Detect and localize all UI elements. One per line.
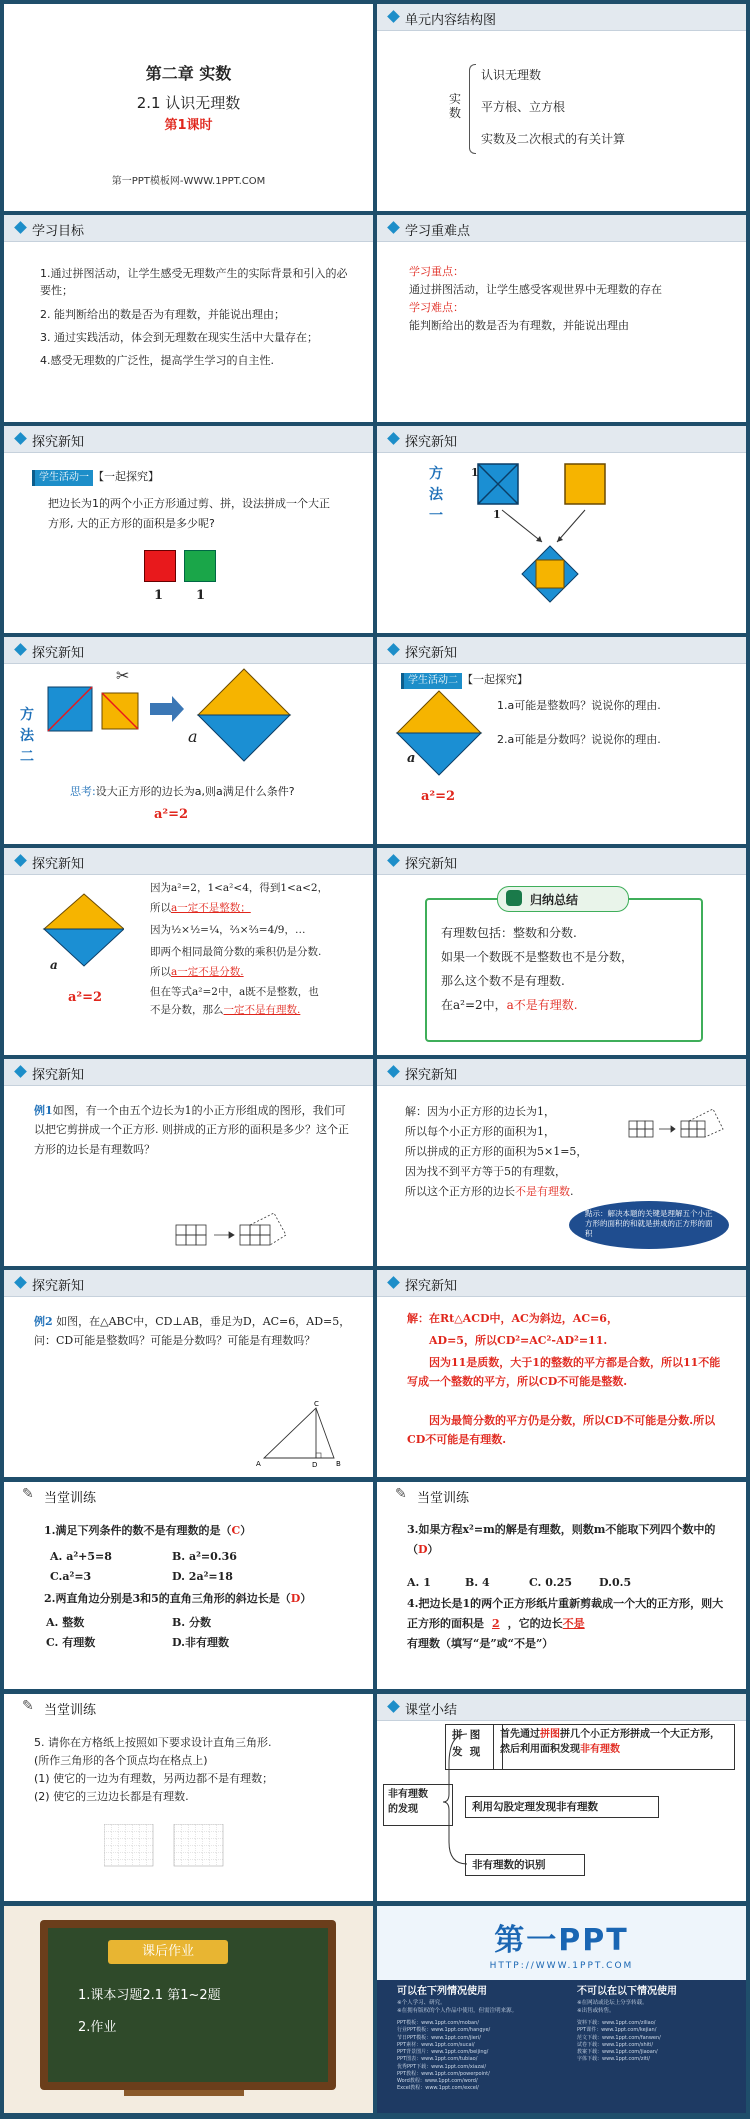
think-label: 思考: — [70, 785, 96, 798]
solution-text: 所以这个正方形的边长 — [405, 1185, 515, 1198]
slide-header — [377, 4, 746, 31]
usage-right-title: 不可以在以下情况使用 — [577, 1986, 677, 1997]
slide-structure — [377, 4, 746, 211]
goal-item: 1.通过拼图活动，让学生感受无理数产生的实际背景和引入的必要性； — [40, 267, 348, 298]
method-1-diagram — [377, 452, 746, 633]
slide-method-1 — [377, 426, 746, 633]
slide-keypoints — [377, 215, 746, 422]
pen-icon: ✎ — [22, 1698, 34, 1714]
slide-example-2 — [4, 1270, 373, 1477]
header-title: 课堂小结 — [405, 1703, 458, 1718]
detail-highlight: 拼图 — [540, 1729, 560, 1740]
goal-item: 3. 通过实践活动，体会到无理数在现实生活中大量存在； — [40, 331, 318, 344]
summary-branch: 利用勾股定理发现非有理数 — [465, 1796, 659, 1818]
key-label: 学习重点： — [409, 265, 464, 278]
usage-left-note: ※个人学习、研究。 — [397, 2000, 446, 2006]
answer: D — [418, 1542, 428, 1556]
detail-text: 首先通过 — [500, 1729, 540, 1740]
summary-title-pill — [497, 886, 629, 912]
summary-line: 有理数包括：整数和分数. — [441, 926, 577, 940]
option: D.非有理数 — [172, 1636, 229, 1649]
slide-header — [377, 848, 746, 875]
usage-right-note: ※在网站或论坛上分享转载。 — [577, 2000, 648, 2006]
solution-line: 因为11是质数，大于1的整数的平方都是合数，所以11不能写成一个整数的平方，所以CD不可能是整数. — [407, 1356, 721, 1388]
summary-branch-detail — [493, 1724, 735, 1770]
summary-branch: 非有理数的识别 — [465, 1854, 585, 1876]
option: B. 4 — [465, 1576, 490, 1589]
difficulty-text: 能判断给出的数是否为有理数，并能说出理由 — [409, 319, 629, 332]
detail-highlight: 非有理数 — [580, 1744, 620, 1755]
summary-box — [425, 898, 703, 1042]
header-title: 探究新知 — [405, 1068, 458, 1083]
answer: C — [231, 1524, 241, 1537]
tag-label: 学生活动二 — [401, 673, 462, 689]
link-list-left — [397, 2020, 557, 2110]
orange-square — [565, 464, 605, 504]
solution-line: 因为找不到平方等于5的有理数， — [405, 1165, 566, 1178]
homework-item: 2.作业 — [78, 2020, 117, 2035]
header-title: 探究新知 — [32, 1068, 85, 1083]
question-text: 4.把边长是1的两个正方形纸片重新剪裁成一个大的正方形，则大正方形的面积是 — [407, 1597, 724, 1630]
usage-left-note: ※在拥有版权的个人作品中使用，但需注明来源。 — [397, 2008, 518, 2014]
link[interactable]: PPT图表：www.1ppt.com/tubiao/ — [397, 2056, 478, 2063]
example-text — [34, 1312, 352, 1351]
header-title: 单元内容结构图 — [405, 13, 497, 28]
reason-line: 即两个相同最简分数的乘积仍是分数. — [150, 946, 322, 958]
option: D.0.5 — [599, 1576, 632, 1589]
lesson-label: 第1课时 — [164, 118, 213, 133]
link[interactable]: PPT素材：www.1ppt.com/sucai/ — [397, 2041, 475, 2048]
header-title: 探究新知 — [405, 1279, 458, 1294]
red-square — [144, 550, 176, 582]
method-label: 方 法 一 — [429, 466, 443, 524]
solution-conclusion: 不是有理数 — [515, 1185, 570, 1198]
link[interactable]: 节日PPT模板：www.1ppt.com/jieri/ — [397, 2034, 481, 2041]
link[interactable]: PPT模板：www.1ppt.com/moban/ — [397, 2020, 479, 2026]
header-title: 当堂训练 — [417, 1491, 470, 1506]
slide-header — [377, 215, 746, 242]
question-1 — [44, 1522, 251, 1539]
reason-line: 因为a²=2，1<a²<4，得到1<a<2， — [150, 882, 329, 894]
tag-suffix: 【一起探究】 — [462, 673, 528, 686]
example-label: 例1 — [34, 1104, 53, 1117]
summary-text: 在a²=2中， — [441, 998, 507, 1012]
slide-homework — [4, 1906, 373, 2113]
detail-text: 拼几个小正方形拼成一个大正方形，然后利用面积发现 — [500, 1729, 720, 1755]
example-body: 如图，在△ABC中，CD⊥AB，垂足为D，AC=6，AD=5，问：CD可能是整数吗？可能是分数吗？可能是有理数吗？ — [34, 1315, 351, 1348]
reason-line — [150, 964, 244, 980]
footer-text: 第一PPT模板网-WWW.1PPT.COM — [111, 176, 266, 187]
question-end: 有理数（填写“是”或“不是”） — [407, 1636, 554, 1650]
variable-a: a — [188, 727, 198, 746]
summary-title: 归纳总结 — [530, 893, 579, 907]
slide-header — [4, 1482, 373, 1508]
diamond-icon — [387, 1276, 400, 1289]
link[interactable]: 范文下载：www.1ppt.com/fanwen/ — [577, 2034, 661, 2041]
answer: D — [290, 1592, 301, 1605]
slide-header — [4, 1059, 373, 1086]
diamond-icon — [14, 643, 27, 656]
pen-icon: ✎ — [22, 1486, 34, 1502]
example-label: 例2 — [34, 1315, 53, 1328]
goal-item: 2. 能判断给出的数是否为有理数，并能说出理由； — [40, 308, 285, 321]
slide-practice-2 — [377, 1482, 746, 1689]
link[interactable]: 试卷下载：www.1ppt.com/shiti/ — [577, 2041, 654, 2048]
solution-1-figure — [627, 1103, 737, 1153]
top-label: 1 — [471, 466, 479, 479]
homework-item: 1.课本习题2.1 第1~2题 — [78, 1988, 221, 2003]
answer: 2 — [492, 1616, 500, 1630]
slide-header — [4, 848, 373, 875]
structure-brace — [469, 64, 476, 154]
option: A. 1 — [407, 1576, 431, 1589]
solution-line: 解：在Rt△ACD中，AC为斜边，AC=6， — [407, 1312, 618, 1325]
solution-line: AD=5，所以CD²=AC²-AD²=11. — [429, 1334, 608, 1347]
section-title: 2.1 认识无理数 — [136, 94, 241, 112]
link[interactable]: 优秀PPT下载：www.1ppt.com/xiazai/ — [397, 2063, 487, 2070]
example-1-figure — [174, 1209, 334, 1259]
brand-url: HTTP://WWW.1PPT.COM — [489, 1961, 634, 1971]
key-text: 通过拼图活动，让学生感受客观世界中无理数的存在 — [409, 283, 662, 296]
reason-line: 但在等式a²=2中，a既不是整数，也 — [150, 986, 319, 998]
reason-conclusion: a一定不是分数. — [171, 966, 244, 978]
point-label: A — [256, 1460, 261, 1468]
question-text: 1.满足下列条件的数不是有理数的是（ — [44, 1524, 232, 1537]
question-end: ） — [427, 1542, 439, 1556]
reason-line — [150, 1002, 300, 1018]
slide-title — [4, 4, 373, 211]
goal-item: 4.感受无理数的广泛性，提高学生学习的自主性. — [40, 354, 274, 367]
summary-line: 如果一个数既不是整数也不是分数， — [441, 950, 634, 964]
link[interactable]: 行业PPT模板：www.1ppt.com/hangye/ — [397, 2027, 491, 2034]
hint-text: 點示：解决本题的关键是理解五个小正方形的面积的和就是拼成的正方形的面积 — [585, 1209, 713, 1238]
slide-method-2 — [4, 637, 373, 844]
question-text: ，它的边长 — [507, 1616, 563, 1630]
slide-header — [4, 637, 373, 664]
slide-header — [377, 1059, 746, 1086]
reason-text: 所以 — [150, 902, 171, 914]
slide-header — [377, 1270, 746, 1297]
header-title: 学习目标 — [32, 224, 85, 239]
example-body: 如图，有一个由五个边长为1的小正方形组成的图形，我们可以把它剪拼成一个正方形. 则拼成的正方形的面积是多少？这个正方形的边长是有理数吗？ — [34, 1104, 349, 1156]
option: B. 分数 — [172, 1616, 211, 1629]
option: A. a²+5=8 — [50, 1550, 112, 1563]
link[interactable]: 字体下载：www.1ppt.com/ziti/ — [577, 2056, 650, 2063]
slide-goals — [4, 215, 373, 422]
slide-solution-1 — [377, 1059, 746, 1266]
header-title: 探究新知 — [32, 1279, 85, 1294]
diamond-icon — [387, 432, 400, 445]
tag-suffix: 【一起探究】 — [93, 470, 159, 483]
question-2 — [44, 1590, 311, 1607]
diamond-icon — [387, 854, 400, 867]
diamond-icon — [14, 854, 27, 867]
reason-text: 所以 — [150, 966, 171, 978]
diamond-icon — [387, 1700, 400, 1713]
option: C. 有理数 — [46, 1636, 96, 1649]
link[interactable]: 教案下载：www.1ppt.com/jiaoan/ — [577, 2049, 658, 2055]
link[interactable]: Word教程：www.1ppt.com/word/ — [397, 2078, 478, 2084]
answer: 不是 — [562, 1616, 585, 1630]
slide-reasoning — [4, 848, 373, 1055]
link[interactable]: PPT背景图片：www.1ppt.com/beijing/ — [397, 2049, 489, 2055]
reason-conclusion: 一定不是有理数. — [223, 1004, 301, 1016]
solution-line: 所以拼成的正方形的面积为5×1=5， — [405, 1145, 588, 1158]
tag-label: 学生活动一 — [32, 470, 93, 486]
header-title: 探究新知 — [32, 646, 85, 661]
solution-line: 解：因为小正方形的边长为1， — [405, 1105, 555, 1118]
option: D. 2a²=18 — [172, 1570, 233, 1583]
green-square-label: 1 — [196, 588, 206, 603]
root-label: 实 数 — [449, 92, 462, 121]
solution-line: 所以每个小正方形的面积为1， — [405, 1125, 555, 1138]
practice-line: (所作三角形的各个顶点均在格点上) — [34, 1754, 208, 1767]
question-text: 3.如果方程x²=m的解是有理数，则数m不能取下列四个数中的（ — [407, 1523, 716, 1556]
reason-text: 不是分数，那么 — [150, 1004, 224, 1016]
activity-tag — [32, 468, 159, 486]
option: C.a²=3 — [50, 1570, 92, 1583]
hint-bubble — [569, 1201, 729, 1249]
slide-activity-1 — [4, 426, 373, 633]
chapter-title: 第二章 实数 — [145, 64, 232, 83]
method-label: 方 法 二 — [20, 707, 34, 765]
reason-line — [150, 900, 251, 916]
homework-title: 课后作业 — [108, 1940, 228, 1964]
option: A. 整数 — [46, 1616, 85, 1629]
summary-detail-text — [500, 1727, 728, 1757]
formula: a²=2 — [421, 789, 456, 804]
usage-left-title: 可以在下列情况使用 — [397, 1986, 487, 1997]
slide-header — [377, 1482, 746, 1508]
slide-summary-box — [377, 848, 746, 1055]
slide-header — [4, 426, 373, 453]
chalk-tray — [124, 2090, 244, 2096]
reason-line: 因为½×½=¼，⅔×⅔=4/9，… — [150, 924, 306, 936]
question-text: 2.两直角边分别是3和5的直角三角形的斜边长是（ — [44, 1592, 291, 1605]
practice-line: (1) 使它的一边为有理数，另两边都不是有理数； — [34, 1772, 274, 1785]
think-question — [70, 783, 295, 800]
point-label: C — [314, 1400, 319, 1408]
summary-line: 那么这个数不是有理数. — [441, 974, 565, 988]
question-2: 2.a可能是分数吗？说说你的理由. — [497, 733, 661, 746]
diamond-icon — [14, 1065, 27, 1078]
grid-paper — [104, 1824, 244, 1874]
slide-practice-3 — [4, 1694, 373, 1901]
diamond-icon — [387, 221, 400, 234]
header-title: 探究新知 — [32, 857, 85, 872]
example-text — [34, 1101, 354, 1159]
slide-class-summary — [377, 1694, 746, 1901]
slide-solution-2 — [377, 1270, 746, 1477]
summary-root: 非有理数 的发现 — [383, 1784, 453, 1826]
link[interactable]: PPT教程：www.1ppt.com/powerpoint/ — [397, 2070, 490, 2077]
red-square-label: 1 — [154, 588, 164, 603]
slide-header — [4, 215, 373, 242]
header-title: 当堂训练 — [44, 1703, 97, 1718]
slide-example-1 — [4, 1059, 373, 1266]
summary-line — [441, 996, 578, 1015]
header-title: 探究新知 — [405, 857, 458, 872]
variable-a: a — [407, 751, 416, 766]
pen-icon: ✎ — [395, 1486, 407, 1502]
link[interactable]: 资料下载：www.1ppt.com/ziliao/ — [577, 2020, 656, 2026]
side-label: 1 — [493, 508, 501, 521]
structure-item: 实数及二次根式的有关计算 — [481, 132, 626, 146]
slide-header — [4, 1270, 373, 1297]
diamond-icon — [14, 1276, 27, 1289]
variable-a: a — [50, 958, 58, 972]
slide-activity-2 — [377, 637, 746, 844]
svg-text:✂: ✂ — [116, 666, 130, 685]
practice-line: (2) 使它的三边边长都是有理数. — [34, 1790, 189, 1803]
slide-practice-1 — [4, 1482, 373, 1689]
point-label: B — [336, 1460, 341, 1468]
formula: a²=2 — [68, 990, 103, 1005]
question-4 — [407, 1594, 729, 1653]
question-end: ） — [300, 1592, 312, 1605]
solution-line — [405, 1183, 574, 1200]
slide-header — [377, 637, 746, 664]
formula: a²=2 — [154, 807, 189, 822]
diamond-icon — [387, 1065, 400, 1078]
slide-header — [377, 1694, 746, 1721]
question-end: ） — [240, 1524, 252, 1537]
book-icon — [506, 890, 522, 906]
link-list-right — [577, 2020, 737, 2110]
header-title: 探究新知 — [32, 435, 85, 450]
summary-branch: 拼 图 发 现 — [445, 1724, 503, 1770]
summary-conclusion: a不是有理数. — [506, 998, 578, 1012]
question-3 — [407, 1520, 727, 1560]
usage-right-note: ※出售或转售。 — [577, 2008, 615, 2014]
slide-header — [377, 426, 746, 453]
header-title: 探究新知 — [405, 646, 458, 661]
slide-brand — [377, 1906, 746, 2113]
solution-line: 因为最简分数的平方仍是分数，所以CD不可能是分数.所以CD不可能是有理数. — [407, 1414, 716, 1446]
difficulty-label: 学习难点： — [409, 301, 464, 314]
reasoning-diagram — [4, 874, 124, 994]
green-square — [184, 550, 216, 582]
link[interactable]: Excel教程：www.1ppt.com/excel/ — [397, 2085, 479, 2092]
activity-text: 把边长为1的两个小正方形通过剪、拼，设法拼成一个大正方形, 大的正方形的面积是多少呢? — [48, 497, 330, 530]
slide-header — [4, 1694, 373, 1720]
practice-line: 5. 请你在方格纸上按照如下要求设计直角三角形. — [34, 1736, 272, 1749]
solution-period: . — [570, 1185, 574, 1198]
option: C. 0.25 — [529, 1576, 573, 1589]
structure-item: 平方根、立方根 — [481, 100, 566, 114]
triangle-figure — [254, 1400, 354, 1470]
question-1: 1.a可能是整数吗？说说你的理由. — [497, 699, 661, 712]
question-text: 设大正方形的边长为a,则a满足什么条件? — [95, 785, 295, 798]
structure-item: 认识无理数 — [481, 68, 542, 82]
point-label: D — [312, 1461, 318, 1469]
link[interactable]: PPT课件：www.1ppt.com/kejian/ — [577, 2027, 657, 2034]
option: B. a²=0.36 — [172, 1550, 237, 1563]
reason-conclusion: a一定不是整数； — [171, 902, 251, 914]
diamond-icon — [14, 221, 27, 234]
header-title: 学习重难点 — [405, 224, 471, 239]
diamond-icon — [387, 10, 400, 23]
diamond-icon — [14, 432, 27, 445]
header-title: 当堂训练 — [44, 1491, 97, 1506]
diamond-icon — [387, 643, 400, 656]
brand-logo: 第一PPT — [494, 1923, 629, 1958]
header-title: 探究新知 — [405, 435, 458, 450]
